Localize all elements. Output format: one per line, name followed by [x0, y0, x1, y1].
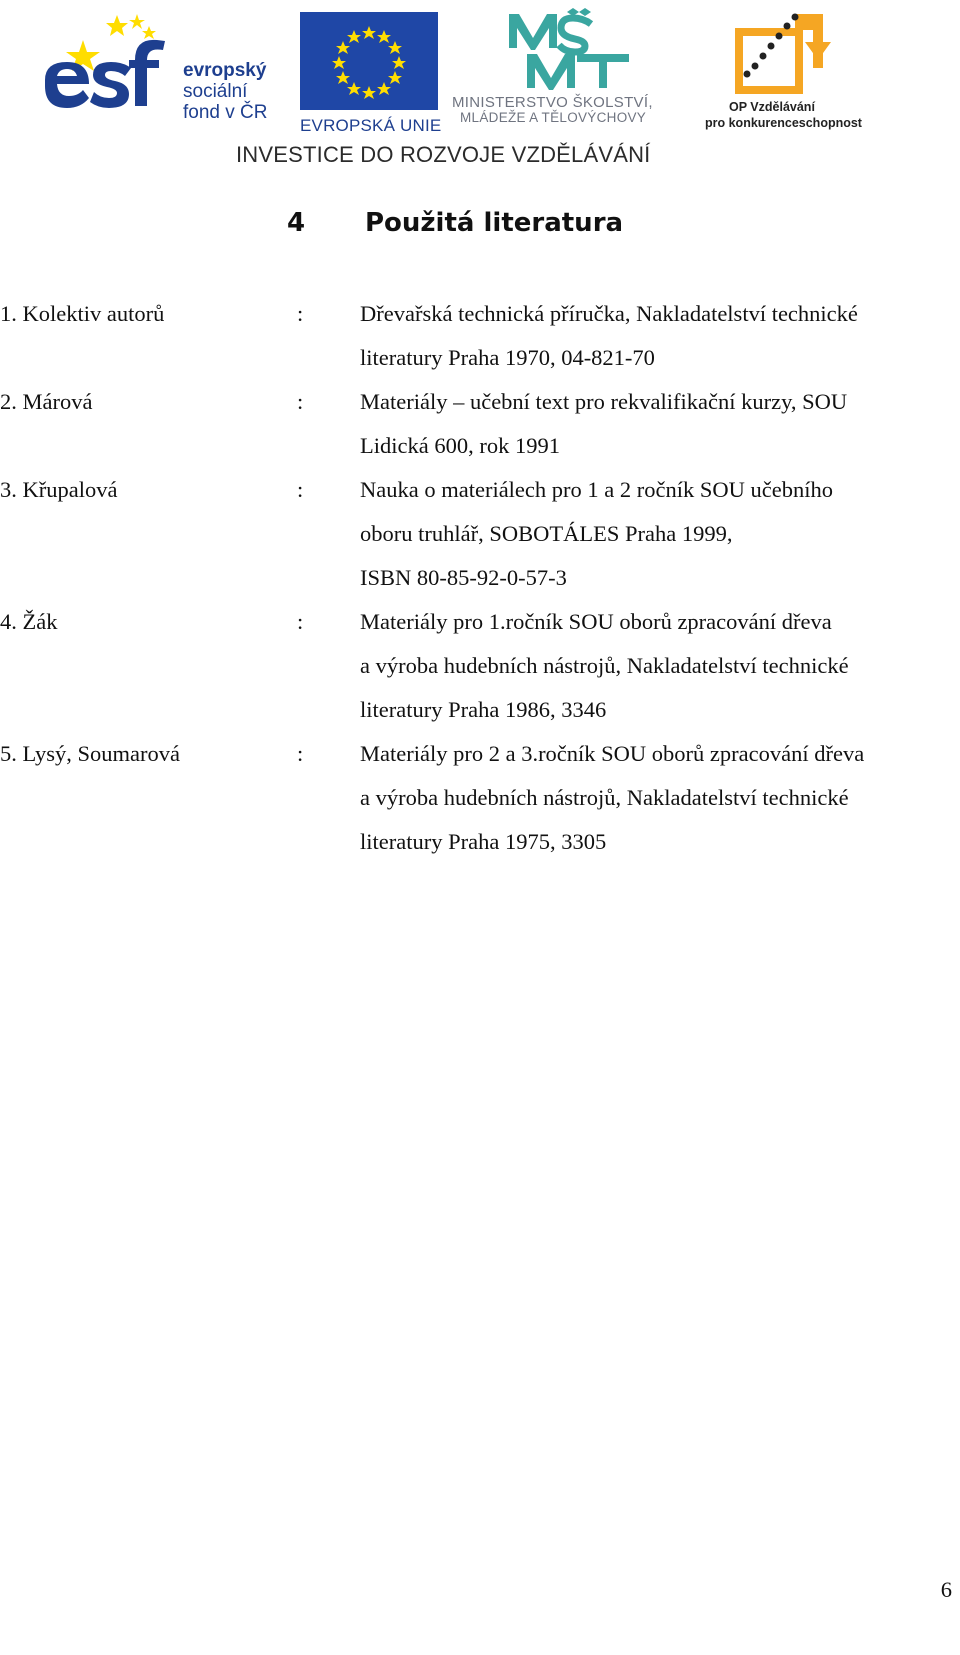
reference-colon: : — [297, 477, 304, 502]
reference-line: a výroba hudebních nástrojů, Nakladatelství technické — [360, 785, 849, 810]
reference-colon: : — [297, 609, 304, 634]
reference-author: 5. Lysý, Soumarová — [0, 741, 180, 766]
reference-line: Materiály – učební text pro rekvalifikační kurzy, SOU — [360, 389, 848, 414]
esf-logo-text — [183, 60, 293, 123]
reference-item — [0, 600, 960, 732]
reference-line: literatury Praha 1970, 04-821-70 — [360, 345, 655, 370]
msmt-mark-icon — [507, 8, 632, 90]
esf-line-3: fond v ČR — [183, 102, 268, 123]
esf-logo — [45, 10, 285, 130]
reference-item — [0, 380, 960, 468]
reference-item — [0, 732, 960, 864]
reference-line: literatury Praha 1986, 3346 — [360, 697, 607, 722]
reference-line: ISBN 80-85-92-0-57-3 — [360, 565, 567, 590]
reference-item — [0, 468, 960, 600]
op-line-2: pro konkurenceschopnost — [705, 116, 862, 130]
reference-list — [0, 292, 960, 864]
reference-author: 1. Kolektiv autorů — [0, 301, 165, 326]
reference-colon: : — [297, 301, 304, 326]
op-logo — [705, 8, 875, 133]
reference-item — [0, 292, 960, 380]
reference-colon: : — [297, 741, 304, 766]
reference-line: a výroba hudebních nástrojů, Nakladatelství technické — [360, 653, 849, 678]
reference-author: 3. Křupalová — [0, 477, 118, 502]
reference-line: Nauka o materiálech pro 1 a 2 ročník SOU učebního — [360, 477, 833, 502]
msmt-logo — [452, 8, 692, 128]
reference-line: Materiály pro 1.ročník SOU oborů zpracování dřeva — [360, 609, 832, 634]
reference-line: Materiály pro 2 a 3.ročník SOU oborů zpracování dřeva — [360, 741, 865, 766]
esf-line-1: evropský — [183, 60, 267, 81]
reference-line: Dřevařská technická příručka, Nakladatelství technické — [360, 301, 858, 326]
reference-line: oboru truhlář, SOBOTÁLES Praha 1999, — [360, 521, 733, 546]
reference-line: Lidická 600, rok 1991 — [360, 433, 560, 458]
section-number: 4 — [287, 208, 306, 238]
section-title: Použitá literatura — [365, 208, 624, 238]
reference-line: literatury Praha 1975, 3305 — [360, 829, 607, 854]
section-heading — [287, 208, 623, 238]
msmt-line-1: MINISTERSTVO ŠKOLSTVÍ, — [452, 94, 653, 111]
reference-author: 2. Márová — [0, 389, 93, 414]
page-number: 6 — [940, 1577, 952, 1602]
reference-colon: : — [297, 389, 304, 414]
op-line-1: OP Vzdělávání — [729, 100, 815, 114]
esf-mark-icon — [45, 10, 175, 128]
tagline: INVESTICE DO ROZVOJE VZDĚLÁVÁNÍ — [236, 142, 651, 167]
eu-flag-icon — [300, 12, 438, 110]
eu-label: EVROPSKÁ UNIE — [300, 116, 442, 135]
msmt-line-2: MLÁDEŽE A TĚLOVÝCHOVY — [460, 110, 647, 125]
esf-line-2: sociální — [183, 81, 248, 102]
eu-logo — [300, 12, 442, 135]
op-mark-icon — [733, 8, 833, 96]
reference-author: 4. Žák — [0, 609, 58, 634]
